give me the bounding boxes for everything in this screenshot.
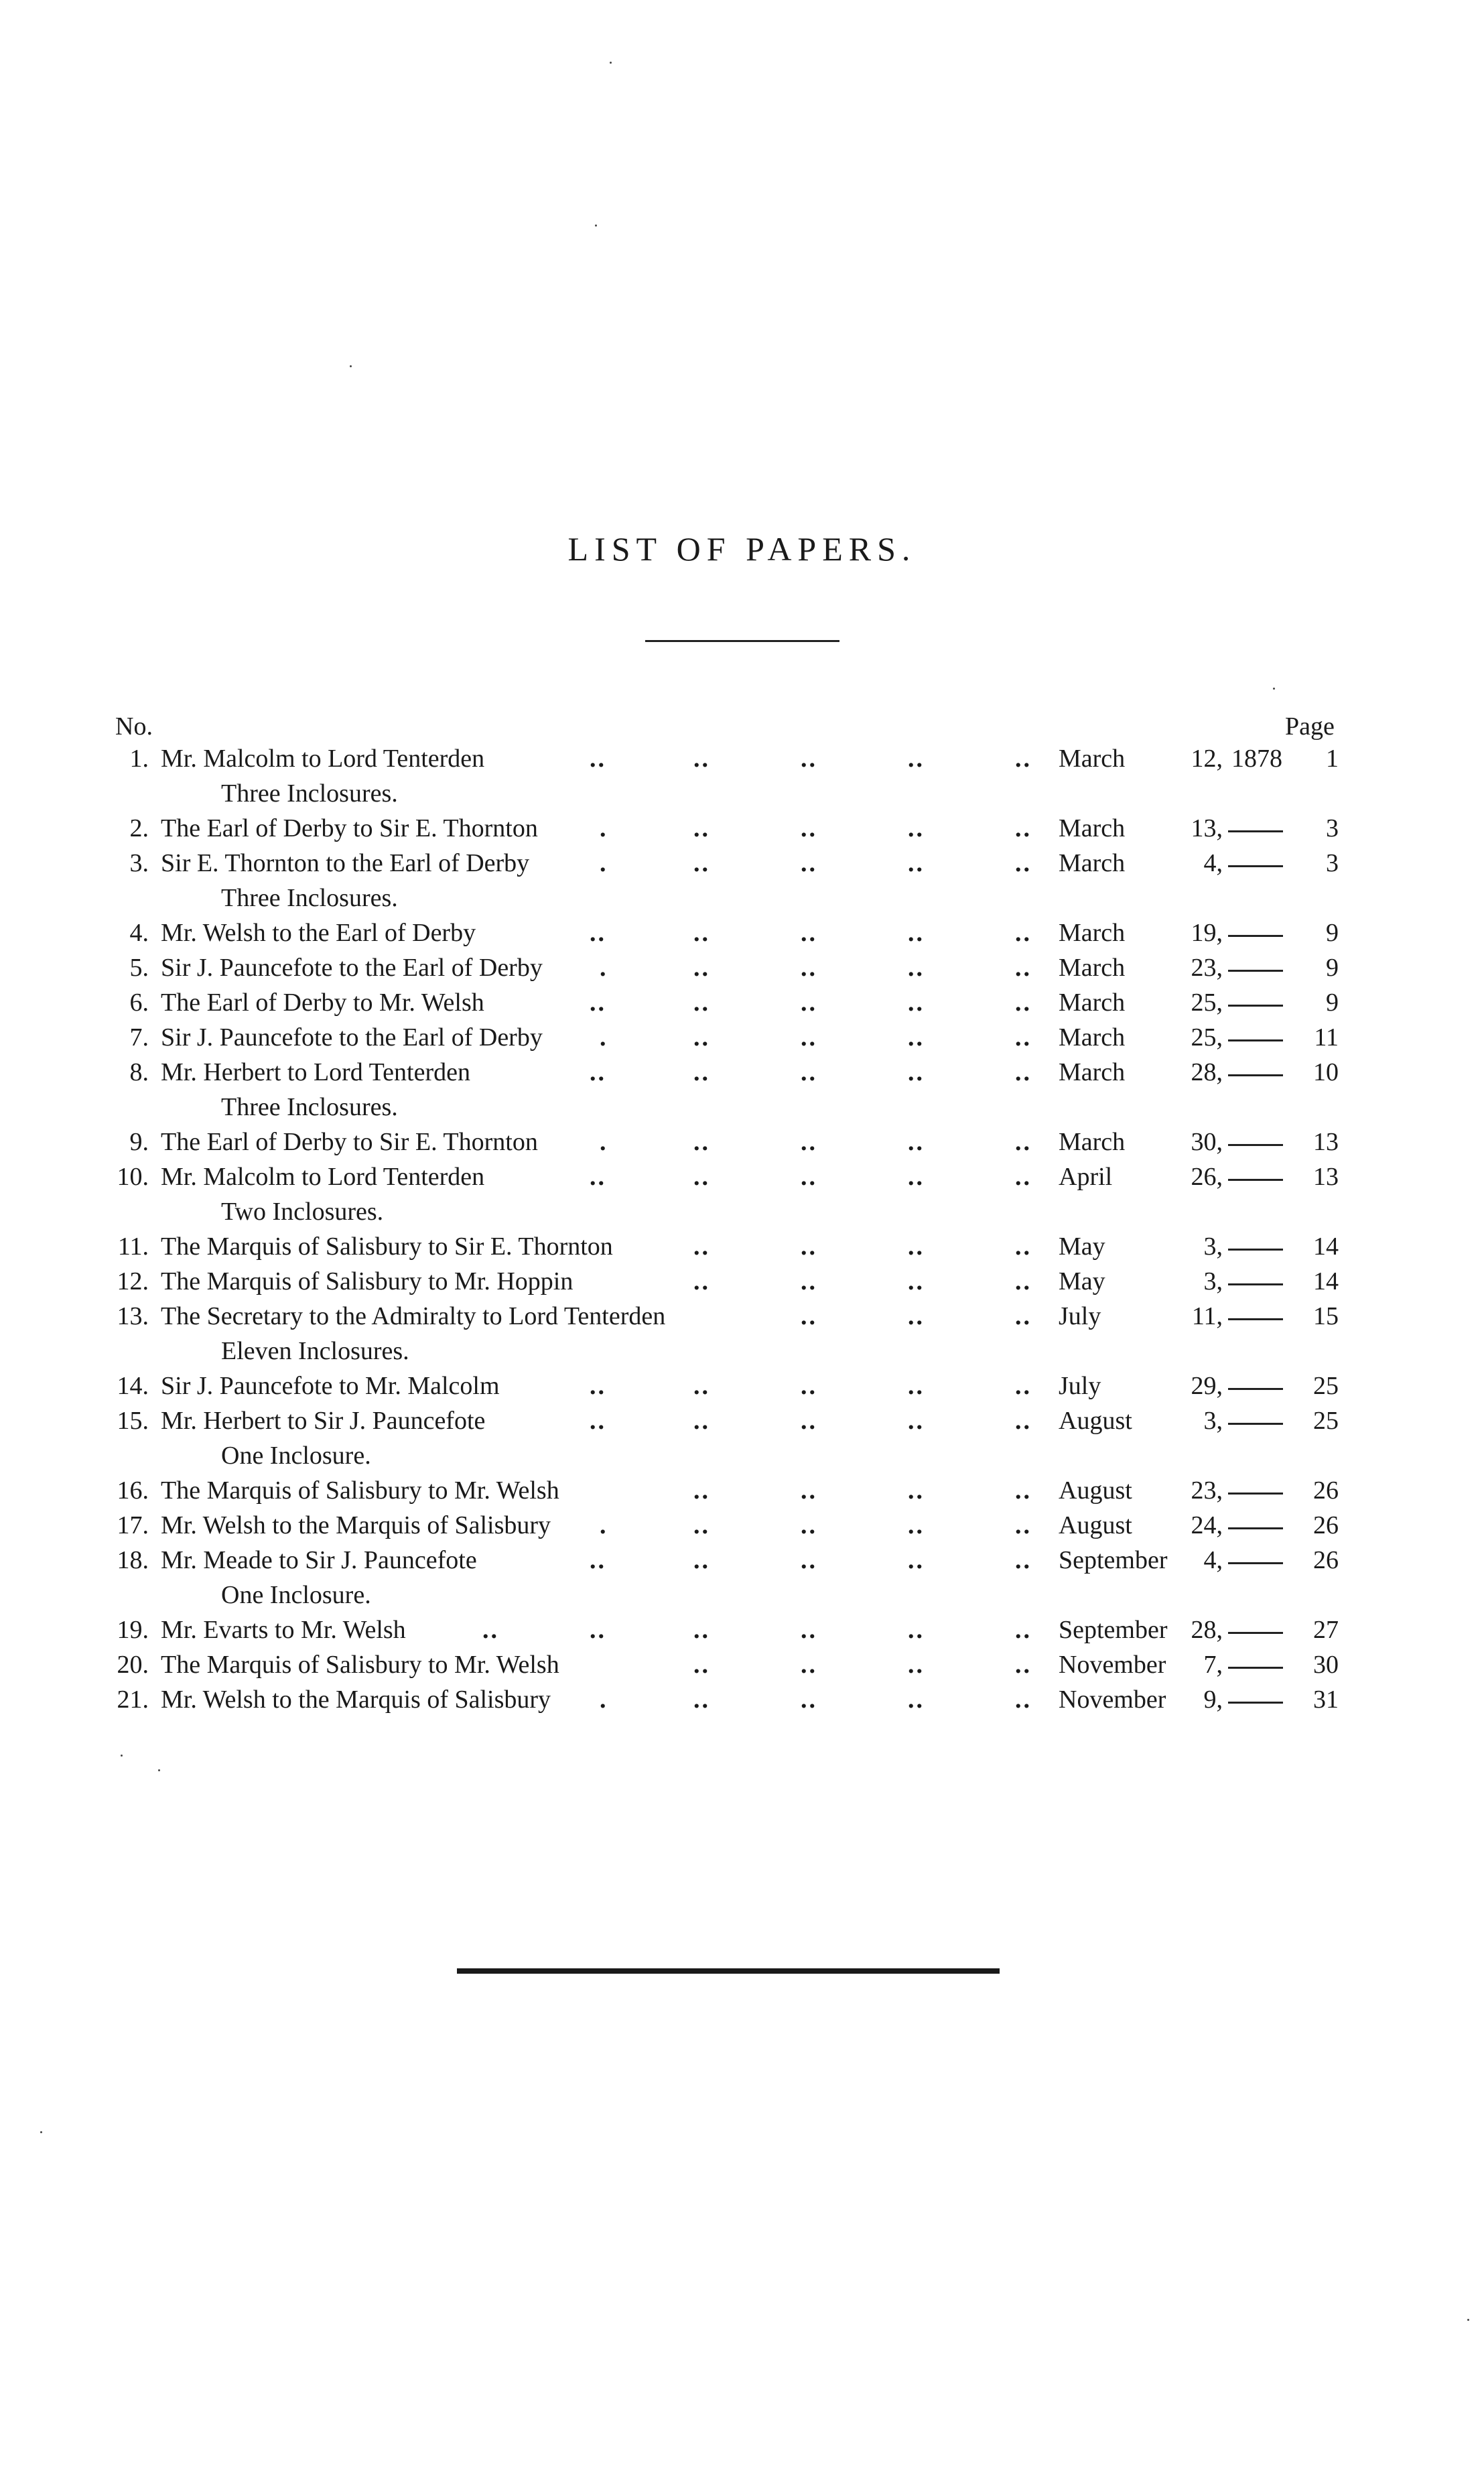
- leader-dots: ..: [801, 989, 817, 1017]
- leader-dots: ..: [1015, 1616, 1032, 1644]
- ditto-dash: [1228, 1702, 1283, 1704]
- print-speck: [1273, 688, 1275, 690]
- entry-number: 18.: [117, 1546, 149, 1574]
- column-header-page: Page: [1285, 712, 1335, 741]
- ditto-dash: [1228, 1632, 1283, 1634]
- entry-day: 11,: [1191, 1302, 1223, 1330]
- leader-dots: ..: [801, 849, 817, 877]
- entry-day: 3,: [1203, 1407, 1223, 1435]
- entry-page: 14: [1313, 1232, 1339, 1261]
- leader-dots: ..: [1015, 1511, 1032, 1539]
- leader-dots: ..: [908, 1232, 925, 1261]
- entry-description: Sir E. Thornton to the Earl of Derby: [161, 849, 530, 877]
- leader-dots: ..: [590, 919, 606, 947]
- entry-page: 13: [1313, 1128, 1339, 1156]
- leader-dots: ..: [1015, 1686, 1032, 1714]
- leader-dots: ..: [908, 1302, 925, 1330]
- entry-day: 30,: [1191, 1128, 1223, 1156]
- entry-month: May: [1059, 1232, 1105, 1261]
- entry-description: The Secretary to the Admiralty to Lord Tenterden: [161, 1302, 666, 1330]
- inclosure-text: Three Inclosures.: [221, 779, 398, 808]
- leader-dots: ..: [908, 954, 925, 982]
- entry-number: 6.: [129, 989, 149, 1017]
- entry-number: 10.: [117, 1163, 149, 1191]
- leader-dots: ..: [1015, 745, 1032, 773]
- entry-number: 14.: [117, 1372, 149, 1400]
- leader-dots: ..: [693, 849, 710, 877]
- entry-page: 25: [1313, 1407, 1339, 1435]
- entry-day: 28,: [1191, 1616, 1223, 1644]
- leader-dots: ..: [693, 1023, 710, 1052]
- leader-dots: ..: [693, 989, 710, 1017]
- entry-number: 8.: [129, 1058, 149, 1086]
- entry-day: 4,: [1203, 849, 1223, 877]
- leader-dots: ..: [693, 1058, 710, 1086]
- entry-description: The Marquis of Salisbury to Mr. Hoppin: [161, 1267, 574, 1295]
- entry-day: 24,: [1191, 1511, 1223, 1539]
- leader-dots: ..: [908, 1686, 925, 1714]
- ditto-dash: [1228, 1283, 1283, 1285]
- list-item: [0, 1162, 1484, 1197]
- inclosure-note: [0, 1580, 1484, 1615]
- entry-day: 9,: [1203, 1686, 1223, 1714]
- leader-dots: ..: [801, 1058, 817, 1086]
- entry-day: 7,: [1203, 1651, 1223, 1679]
- leader-dots: ..: [693, 1163, 710, 1191]
- list-item: [0, 1685, 1484, 1720]
- leader-dots: .: [600, 814, 608, 842]
- ditto-dash: [1228, 970, 1283, 972]
- leader-dots: ..: [801, 1128, 817, 1156]
- entry-page: 1: [1326, 745, 1339, 773]
- entry-number: 20.: [117, 1651, 149, 1679]
- leader-dots: ..: [908, 1546, 925, 1574]
- list-item: [0, 1023, 1484, 1058]
- list-item: [0, 1545, 1484, 1580]
- leader-dots: ..: [801, 1023, 817, 1052]
- leader-dots: ..: [693, 1372, 710, 1400]
- entry-day: 13,: [1191, 814, 1223, 842]
- leader-dots: ..: [1015, 1372, 1032, 1400]
- entry-month: November: [1059, 1686, 1166, 1714]
- ditto-dash: [1228, 935, 1283, 937]
- leader-dots: ..: [908, 1511, 925, 1539]
- entry-day: 3,: [1203, 1232, 1223, 1261]
- ditto-dash: [1228, 1005, 1283, 1007]
- leader-dots: ..: [908, 1651, 925, 1679]
- entry-month: July: [1059, 1372, 1101, 1400]
- ditto-dash: [1228, 1074, 1283, 1076]
- leader-dots: ..: [693, 1232, 710, 1261]
- ditto-dash: [1228, 1493, 1283, 1495]
- leader-dots: ..: [693, 814, 710, 842]
- entry-number: 16.: [117, 1476, 149, 1505]
- entry-description: The Earl of Derby to Sir E. Thornton: [161, 1128, 538, 1156]
- entry-page: 11: [1314, 1023, 1339, 1052]
- entry-page: 9: [1326, 954, 1339, 982]
- print-speck: [595, 225, 597, 227]
- leader-dots: ..: [801, 954, 817, 982]
- ditto-dash: [1228, 1249, 1283, 1251]
- entry-month: November: [1059, 1651, 1166, 1679]
- entry-page: 26: [1313, 1546, 1339, 1574]
- entry-month: August: [1059, 1511, 1132, 1539]
- inclosure-text: One Inclosure.: [221, 1442, 371, 1470]
- entry-day: 23,: [1191, 1476, 1223, 1505]
- list-item: [0, 1232, 1484, 1267]
- entry-number: 7.: [129, 1023, 149, 1052]
- leader-dots: ..: [1015, 1476, 1032, 1505]
- column-header-no: No.: [115, 712, 153, 741]
- entry-month: September: [1059, 1546, 1168, 1574]
- entry-number: 9.: [129, 1128, 149, 1156]
- footer-rule: [457, 1968, 1000, 1974]
- entry-day: 28,: [1191, 1058, 1223, 1086]
- leader-dots: ..: [693, 1128, 710, 1156]
- leader-dots: ..: [801, 1686, 817, 1714]
- leader-dots: .: [600, 954, 608, 982]
- entry-number: 19.: [117, 1616, 149, 1644]
- entry-description: The Earl of Derby to Sir E. Thornton: [161, 814, 538, 842]
- entry-page: 14: [1313, 1267, 1339, 1295]
- entry-description: The Marquis of Salisbury to Mr. Welsh: [161, 1651, 559, 1679]
- entry-day: 23,: [1191, 954, 1223, 982]
- leader-dots: ..: [801, 745, 817, 773]
- entry-number: 13.: [117, 1302, 149, 1330]
- print-speck: [1467, 2319, 1469, 2321]
- list-item: [0, 1476, 1484, 1511]
- entry-page: 10: [1313, 1058, 1339, 1086]
- entry-day: 26,: [1191, 1163, 1223, 1191]
- entry-day: 4,: [1203, 1546, 1223, 1574]
- entry-description: Sir J. Pauncefote to the Earl of Derby: [161, 954, 543, 982]
- leader-dots: ..: [693, 1651, 710, 1679]
- entry-page: 15: [1313, 1302, 1339, 1330]
- entry-year: 1878: [1231, 745, 1282, 773]
- page-title: LIST OF PAPERS.: [567, 530, 917, 568]
- entry-month: March: [1059, 989, 1126, 1017]
- entry-page: 9: [1326, 989, 1339, 1017]
- leader-dots: ..: [908, 1476, 925, 1505]
- leader-dots: ..: [693, 954, 710, 982]
- entry-month: March: [1059, 1058, 1126, 1086]
- entry-page: 3: [1326, 814, 1339, 842]
- entry-description: Mr. Welsh to the Marquis of Salisbury: [161, 1686, 551, 1714]
- list-item: [0, 1127, 1484, 1162]
- leader-dots: ..: [908, 849, 925, 877]
- papers-list: [0, 744, 1484, 1720]
- print-speck: [158, 1769, 160, 1771]
- leader-dots: ..: [908, 745, 925, 773]
- entry-description: Sir J. Pauncefote to the Earl of Derby: [161, 1023, 543, 1052]
- leader-dots: ..: [693, 745, 710, 773]
- leader-dots: ..: [801, 1302, 817, 1330]
- entry-description: Mr. Malcolm to Lord Tenterden: [161, 1163, 485, 1191]
- entry-number: 11.: [117, 1232, 149, 1261]
- leader-dots: ..: [1015, 1267, 1032, 1295]
- print-speck: [121, 1755, 123, 1757]
- entry-description: Mr. Herbert to Sir J. Pauncefote: [161, 1407, 486, 1435]
- entry-number: 1.: [129, 745, 149, 773]
- entry-day: 25,: [1191, 989, 1223, 1017]
- entry-month: March: [1059, 1023, 1126, 1052]
- leader-dots: ..: [801, 1232, 817, 1261]
- leader-dots: ..: [801, 919, 817, 947]
- leader-dots: ..: [908, 1372, 925, 1400]
- leader-dots: .: [600, 1128, 608, 1156]
- entry-number: 3.: [129, 849, 149, 877]
- leader-dots: ..: [693, 1476, 710, 1505]
- inclosure-note: [0, 1197, 1484, 1232]
- entry-description: The Earl of Derby to Mr. Welsh: [161, 989, 484, 1017]
- list-item: [0, 1406, 1484, 1441]
- leader-dots: ..: [801, 814, 817, 842]
- ditto-dash: [1228, 830, 1283, 832]
- leader-dots: ..: [801, 1372, 817, 1400]
- inclosure-note: [0, 1336, 1484, 1371]
- leader-dots: ..: [908, 1267, 925, 1295]
- entry-month: March: [1059, 849, 1126, 877]
- entry-month: August: [1059, 1476, 1132, 1505]
- leader-dots: ..: [1015, 1163, 1032, 1191]
- leader-dots: ..: [801, 1476, 817, 1505]
- leader-dots: ..: [590, 1407, 606, 1435]
- leader-dots: ..: [482, 1616, 499, 1644]
- list-item: [0, 1058, 1484, 1092]
- leader-dots: ..: [693, 1546, 710, 1574]
- leader-dots: ..: [908, 1058, 925, 1086]
- leader-dots: ..: [1015, 954, 1032, 982]
- leader-dots: ..: [590, 745, 606, 773]
- entry-day: 19,: [1191, 919, 1223, 947]
- entry-day: 29,: [1191, 1372, 1223, 1400]
- leader-dots: .: [600, 1023, 608, 1052]
- leader-dots: ..: [801, 1407, 817, 1435]
- inclosure-note: [0, 1092, 1484, 1127]
- entry-month: September: [1059, 1616, 1168, 1644]
- entry-number: 15.: [117, 1407, 149, 1435]
- leader-dots: ..: [908, 1023, 925, 1052]
- leader-dots: ..: [693, 1686, 710, 1714]
- inclosure-text: Eleven Inclosures.: [221, 1337, 409, 1365]
- entry-description: Mr. Welsh to the Earl of Derby: [161, 919, 476, 947]
- entry-page: 3: [1326, 849, 1339, 877]
- inclosure-text: One Inclosure.: [221, 1581, 371, 1609]
- leader-dots: ..: [590, 1616, 606, 1644]
- title-rule: [645, 640, 839, 642]
- ditto-dash: [1228, 1388, 1283, 1390]
- leader-dots: ..: [1015, 1023, 1032, 1052]
- entry-page: 27: [1313, 1616, 1339, 1644]
- entry-month: March: [1059, 919, 1126, 947]
- leader-dots: ..: [693, 1511, 710, 1539]
- leader-dots: .: [600, 1511, 608, 1539]
- ditto-dash: [1228, 1179, 1283, 1181]
- leader-dots: ..: [1015, 1302, 1032, 1330]
- entry-month: March: [1059, 745, 1126, 773]
- entry-page: 26: [1313, 1511, 1339, 1539]
- inclosure-note: [0, 883, 1484, 918]
- entry-month: July: [1059, 1302, 1101, 1330]
- leader-dots: ..: [908, 1616, 925, 1644]
- ditto-dash: [1228, 1039, 1283, 1041]
- list-item: [0, 1302, 1484, 1336]
- entry-page: 30: [1313, 1651, 1339, 1679]
- inclosure-note: [0, 779, 1484, 814]
- entry-month: August: [1059, 1407, 1132, 1435]
- leader-dots: ..: [1015, 1128, 1032, 1156]
- list-item: [0, 953, 1484, 988]
- list-item: [0, 1371, 1484, 1406]
- entry-month: March: [1059, 814, 1126, 842]
- leader-dots: ..: [1015, 1651, 1032, 1679]
- list-item: [0, 848, 1484, 883]
- ditto-dash: [1228, 1318, 1283, 1320]
- ditto-dash: [1228, 1144, 1283, 1146]
- inclosure-note: [0, 1441, 1484, 1476]
- leader-dots: ..: [908, 1407, 925, 1435]
- list-item: [0, 918, 1484, 953]
- entry-month: April: [1059, 1163, 1113, 1191]
- entry-month: March: [1059, 1128, 1126, 1156]
- leader-dots: ..: [590, 1372, 606, 1400]
- leader-dots: ..: [590, 1058, 606, 1086]
- entry-description: Sir J. Pauncefote to Mr. Malcolm: [161, 1372, 500, 1400]
- leader-dots: ..: [693, 919, 710, 947]
- entry-number: 12.: [117, 1267, 149, 1295]
- entry-page: 9: [1326, 919, 1339, 947]
- leader-dots: ..: [908, 1163, 925, 1191]
- inclosure-text: Three Inclosures.: [221, 884, 398, 912]
- leader-dots: .: [600, 849, 608, 877]
- leader-dots: ..: [590, 989, 606, 1017]
- list-item: [0, 1615, 1484, 1650]
- entry-number: 2.: [129, 814, 149, 842]
- list-item: [0, 814, 1484, 848]
- print-speck: [350, 365, 352, 367]
- print-speck: [610, 62, 612, 64]
- ditto-dash: [1228, 1562, 1283, 1564]
- leader-dots: ..: [1015, 989, 1032, 1017]
- leader-dots: ..: [1015, 1232, 1032, 1261]
- leader-dots: ..: [1015, 1058, 1032, 1086]
- list-item: [0, 988, 1484, 1023]
- entry-day: 12,: [1191, 745, 1223, 773]
- entry-description: Mr. Meade to Sir J. Pauncefote: [161, 1546, 477, 1574]
- leader-dots: ..: [801, 1267, 817, 1295]
- leader-dots: ..: [693, 1267, 710, 1295]
- list-item: [0, 1511, 1484, 1545]
- ditto-dash: [1228, 865, 1283, 867]
- entry-description: The Marquis of Salisbury to Sir E. Thornton: [161, 1232, 613, 1261]
- entry-page: 25: [1313, 1372, 1339, 1400]
- leader-dots: ..: [693, 1407, 710, 1435]
- leader-dots: ..: [1015, 814, 1032, 842]
- entry-description: Mr. Malcolm to Lord Tenterden: [161, 745, 485, 773]
- leader-dots: ..: [908, 1128, 925, 1156]
- leader-dots: ..: [1015, 919, 1032, 947]
- entry-page: 31: [1313, 1686, 1339, 1714]
- entry-page: 13: [1313, 1163, 1339, 1191]
- entry-number: 4.: [129, 919, 149, 947]
- entry-description: Mr. Herbert to Lord Tenterden: [161, 1058, 470, 1086]
- print-speck: [40, 2131, 42, 2133]
- ditto-dash: [1228, 1527, 1283, 1529]
- leader-dots: ..: [590, 1546, 606, 1574]
- entry-number: 5.: [129, 954, 149, 982]
- inclosure-text: Two Inclosures.: [221, 1198, 384, 1226]
- leader-dots: ..: [1015, 1407, 1032, 1435]
- leader-dots: ..: [801, 1163, 817, 1191]
- list-item: [0, 1650, 1484, 1685]
- list-item: [0, 1267, 1484, 1302]
- entry-description: The Marquis of Salisbury to Mr. Welsh: [161, 1476, 559, 1505]
- leader-dots: ..: [1015, 849, 1032, 877]
- ditto-dash: [1228, 1423, 1283, 1425]
- leader-dots: ..: [590, 1163, 606, 1191]
- leader-dots: .: [600, 1686, 608, 1714]
- list-item: [0, 744, 1484, 779]
- leader-dots: ..: [801, 1511, 817, 1539]
- leader-dots: ..: [801, 1651, 817, 1679]
- ditto-dash: [1228, 1667, 1283, 1669]
- entry-number: 17.: [117, 1511, 149, 1539]
- entry-description: Mr. Evarts to Mr. Welsh: [161, 1616, 406, 1644]
- entry-day: 25,: [1191, 1023, 1223, 1052]
- entry-description: Mr. Welsh to the Marquis of Salisbury: [161, 1511, 551, 1539]
- leader-dots: ..: [1015, 1546, 1032, 1574]
- leader-dots: ..: [908, 814, 925, 842]
- entry-number: 21.: [117, 1686, 149, 1714]
- inclosure-text: Three Inclosures.: [221, 1093, 398, 1121]
- entry-page: 26: [1313, 1476, 1339, 1505]
- entry-day: 3,: [1203, 1267, 1223, 1295]
- leader-dots: ..: [693, 1616, 710, 1644]
- entry-month: May: [1059, 1267, 1105, 1295]
- leader-dots: ..: [908, 989, 925, 1017]
- entry-month: March: [1059, 954, 1126, 982]
- leader-dots: ..: [908, 919, 925, 947]
- leader-dots: ..: [801, 1546, 817, 1574]
- leader-dots: ..: [801, 1616, 817, 1644]
